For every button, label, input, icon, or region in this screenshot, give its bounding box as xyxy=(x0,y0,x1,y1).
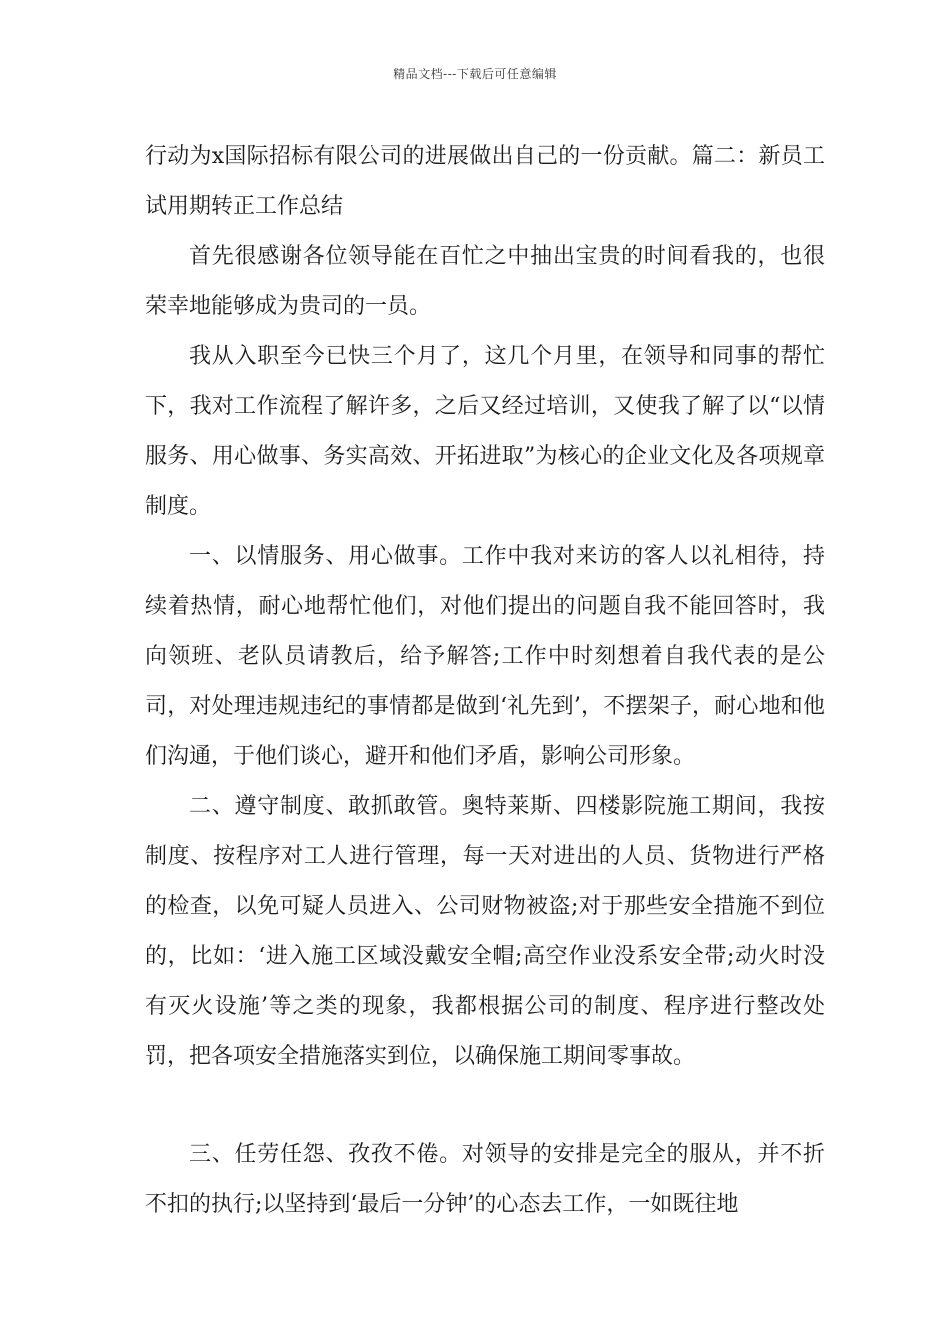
paragraph-continuation: 行动为x国际招标有限公司的进展做出自己的一份贡献。篇二：新员工试用期转正工作总结 xyxy=(145,144,825,219)
page-header: 精品文档---下载后可任意编辑 xyxy=(393,67,557,81)
document-body xyxy=(145,132,825,1230)
paragraph-point-one: 一、以情服务、用心做事。工作中我对来访的客人以礼相待，持续着热情，耐心地帮忙他们，对他们提出的问题自我不能回答时，我向领班、老队员请教后，给予解答;工作中时刻想着自我代表的是公司，对处理违规违纪的事情都是做到‘礼先到’，不摆架子，耐心地和他们沟通，于他们谈心，避开和他们矛盾，影响公司形象。 xyxy=(145,544,825,769)
paragraph-thanks: 首先很感谢各位领导能在百忙之中抽出宝贵的时间看我的，也很荣幸地能够成为贵司的一员。 xyxy=(145,244,825,319)
paragraph-point-three: 三、任劳任怨、孜孜不倦。对领导的安排是完全的服从，并不折不扣的执行;以坚持到‘最后一分钟’的心态去工作，一如既往地 xyxy=(145,1142,825,1217)
paragraph-intro: 我从入职至今已快三个月了，这几个月里，在领导和同事的帮忙下，我对工作流程了解许多，之后又经过培训，又使我了解了以“以情服务、用心做事、务实高效、开拓进取”为核心的企业文化及各项规章制度。 xyxy=(145,344,825,519)
paragraph-point-two: 二、遵守制度、敢抓敢管。奥特莱斯、四楼影院施工期间，我按制度、按程序对工人进行管理，每一天对进出的人员、货物进行严格的检查，以免可疑人员进入、公司财物被盗;对于那些安全措施不到位的，比如：‘进入施工区域没戴安全帽;高空作业没系安全带;动火时没有灭火设施’等之类的现象，我都根据公司的制度、程序进行整改处罚，把各项安全措施落实到位，以确保施工期间零事故。 xyxy=(145,794,825,1069)
